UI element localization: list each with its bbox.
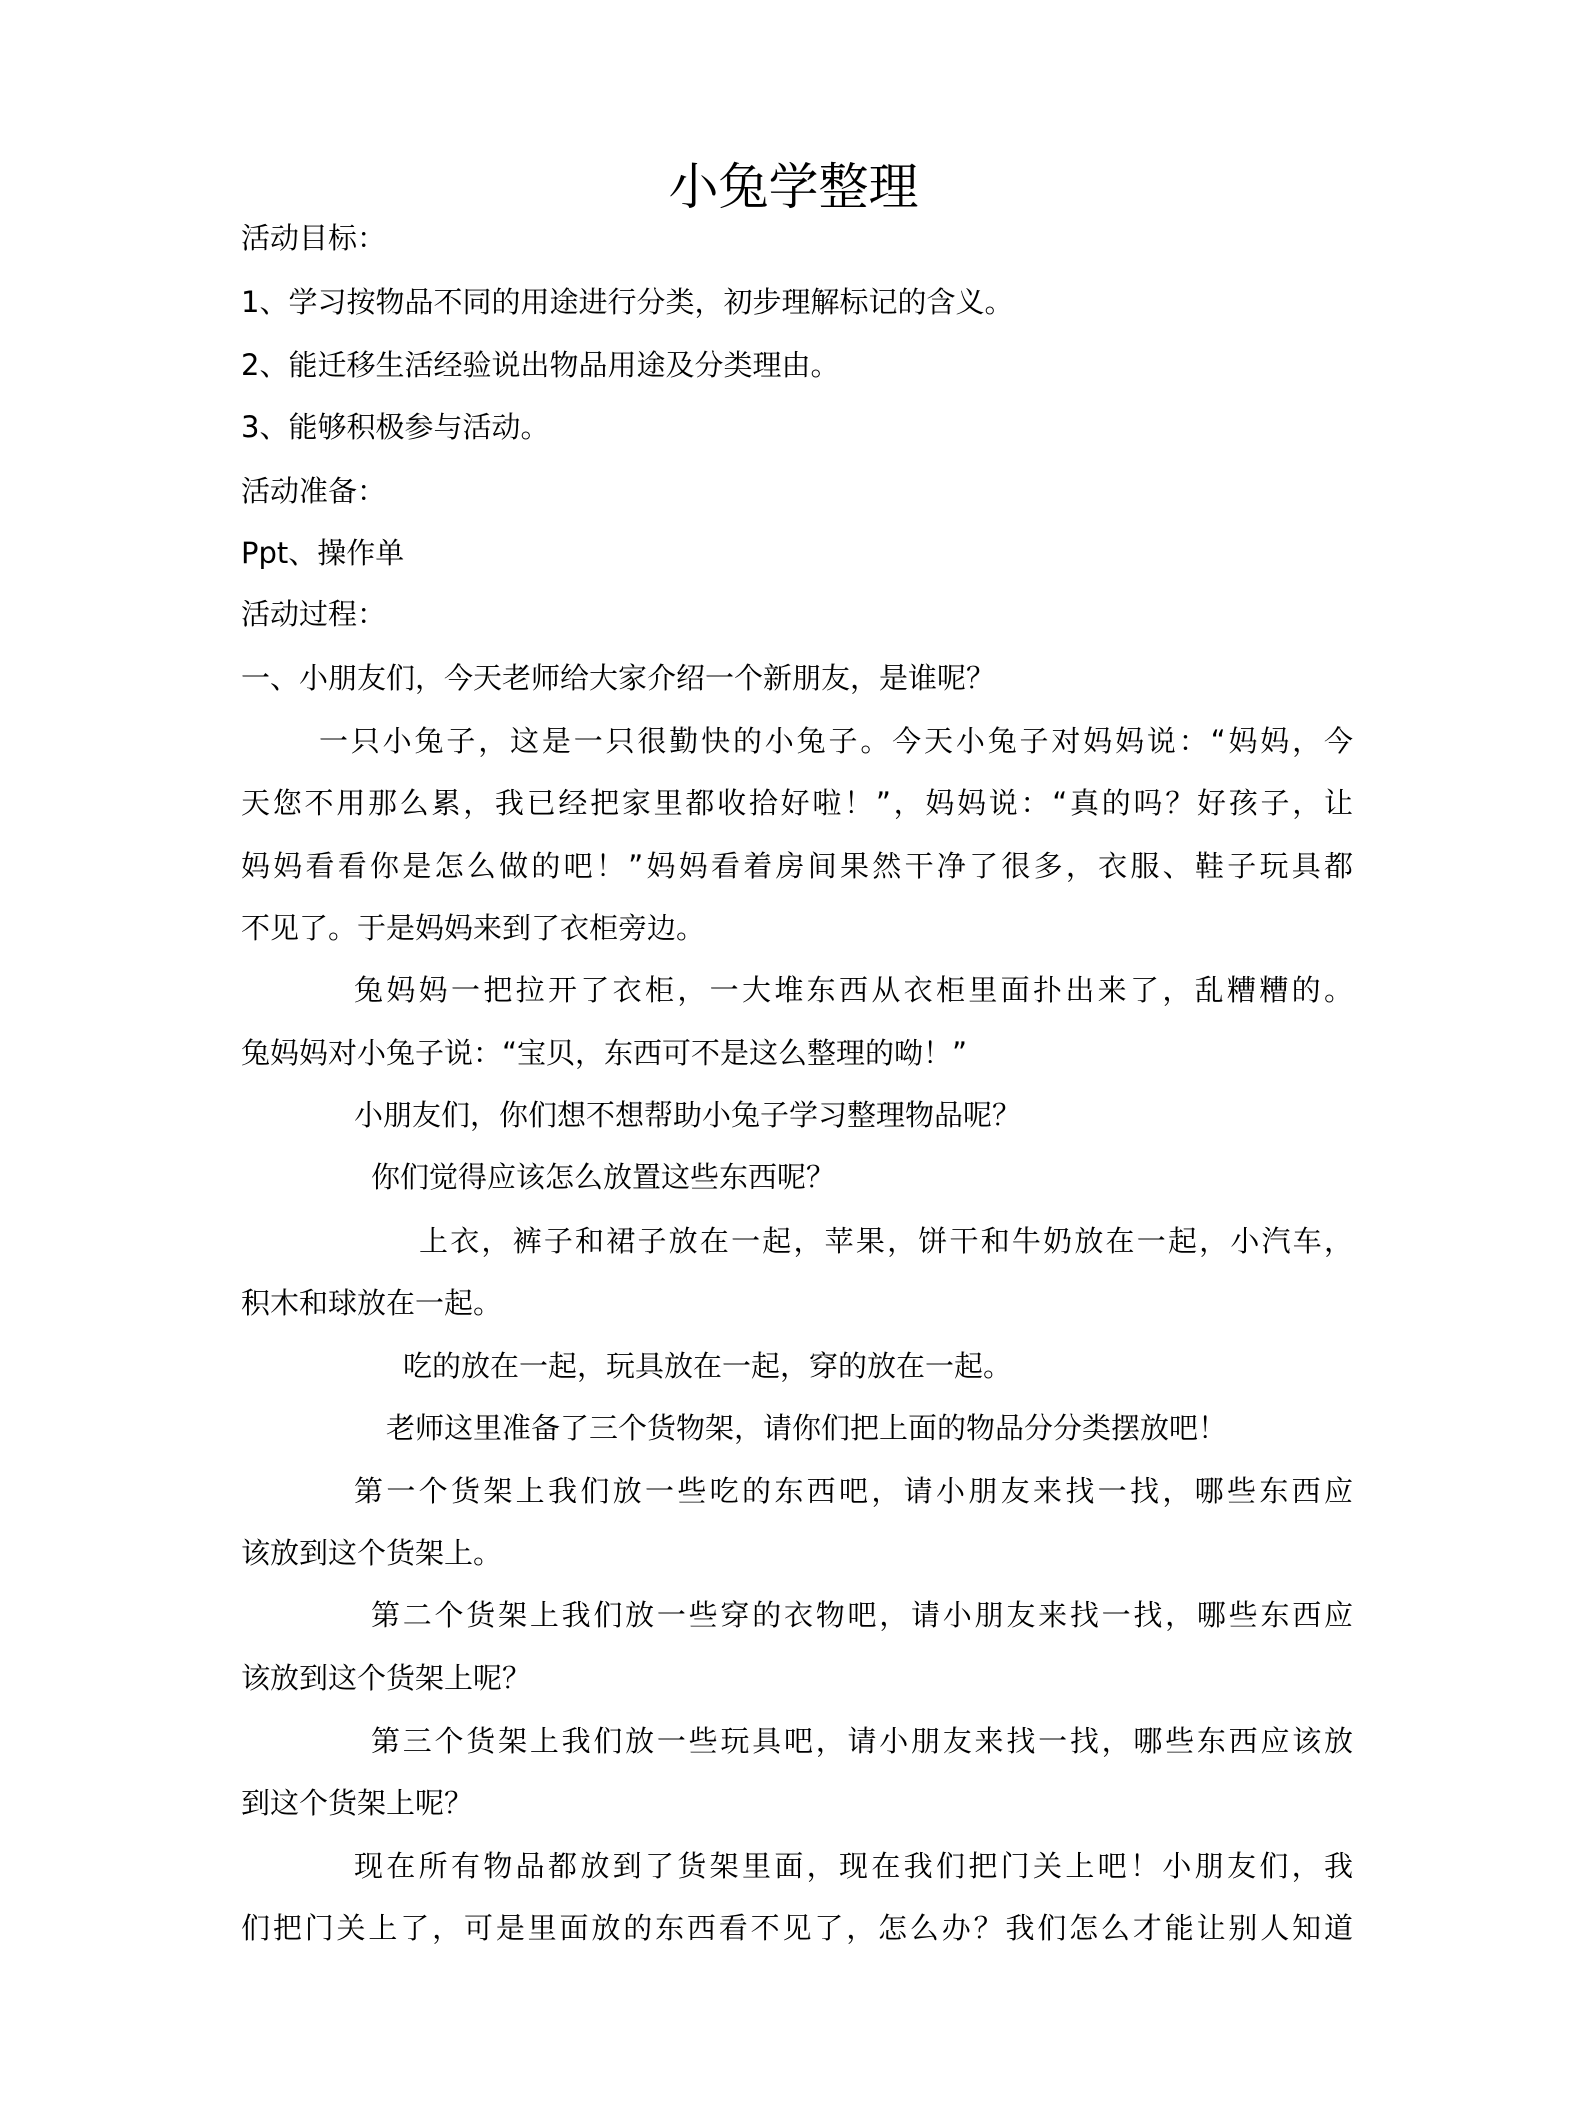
paragraph-line: 一、小朋友们，今天老师给大家介绍一个新朋友，是谁呢？: [241, 661, 996, 695]
paragraph-line: 第二个货架上我们放一些穿的衣物吧，请小朋友来找一找，哪些东西应: [371, 1598, 1353, 1632]
paragraph-line: 3、能够积极参与活动。: [241, 410, 550, 444]
paragraph-line: 活动准备：: [241, 474, 387, 508]
paragraph-line: 1、学习按物品不同的用途进行分类，初步理解标记的含义。: [241, 285, 1014, 319]
paragraph-line: 小朋友们，你们想不想帮助小兔子学习整理物品呢？: [354, 1098, 1022, 1132]
paragraph-line: 兔妈妈对小兔子说：“宝贝，东西可不是这么整理的呦！”: [241, 1036, 968, 1070]
paragraph-line: 该放到这个货架上。: [241, 1536, 503, 1570]
paragraph-line: 上衣，裤子和裙子放在一起，苹果，饼干和牛奶放在一起，小汽车，: [419, 1224, 1353, 1258]
paragraph-line: 天您不用那么累，我已经把家里都收拾好啦！”，妈妈说：“真的吗？好孩子，让: [241, 786, 1353, 820]
paragraph-line: 妈妈看看你是怎么做的吧！”妈妈看着房间果然干净了很多，衣服、鞋子玩具都: [241, 849, 1353, 883]
paragraph-line: 2、能迁移生活经验说出物品用途及分类理由。: [241, 348, 840, 382]
paragraph-line: 第一个货架上我们放一些吃的东西吧，请小朋友来找一找，哪些东西应: [354, 1474, 1353, 1508]
paragraph-line: Ppt、操作单: [241, 536, 405, 570]
paragraph-line: 老师这里准备了三个货物架，请你们把上面的物品分分类摆放吧！: [386, 1411, 1228, 1445]
paragraph-line: 们把门关上了，可是里面放的东西看不见了，怎么办？我们怎么才能让别人知道: [241, 1911, 1353, 1945]
document-title: 小兔学整理: [668, 158, 919, 216]
paragraph-line: 第三个货架上我们放一些玩具吧，请小朋友来找一找，哪些东西应该放: [371, 1724, 1353, 1758]
paragraph-line: 活动过程：: [241, 597, 387, 631]
paragraph-line: 到这个货架上呢？: [241, 1786, 474, 1820]
paragraph-line: 积木和球放在一起。: [241, 1286, 503, 1320]
paragraph-line: 该放到这个货架上呢？: [241, 1661, 532, 1695]
paragraph-line: 你们觉得应该怎么放置这些东西呢？: [371, 1160, 836, 1194]
paragraph-line: 现在所有物品都放到了货架里面，现在我们把门关上吧！小朋友们，我: [354, 1849, 1353, 1883]
paragraph-line: 兔妈妈一把拉开了衣柜，一大堆东西从衣柜里面扑出来了，乱糟糟的。: [354, 973, 1353, 1007]
paragraph-line: 活动目标：: [241, 221, 387, 255]
paragraph-line: 一只小兔子，这是一只很勤快的小兔子。今天小兔子对妈妈说：“妈妈，今: [319, 724, 1353, 758]
paragraph-line: 不见了。于是妈妈来到了衣柜旁边。: [241, 911, 706, 945]
paragraph-line: 吃的放在一起，玩具放在一起，穿的放在一起。: [403, 1349, 1013, 1383]
